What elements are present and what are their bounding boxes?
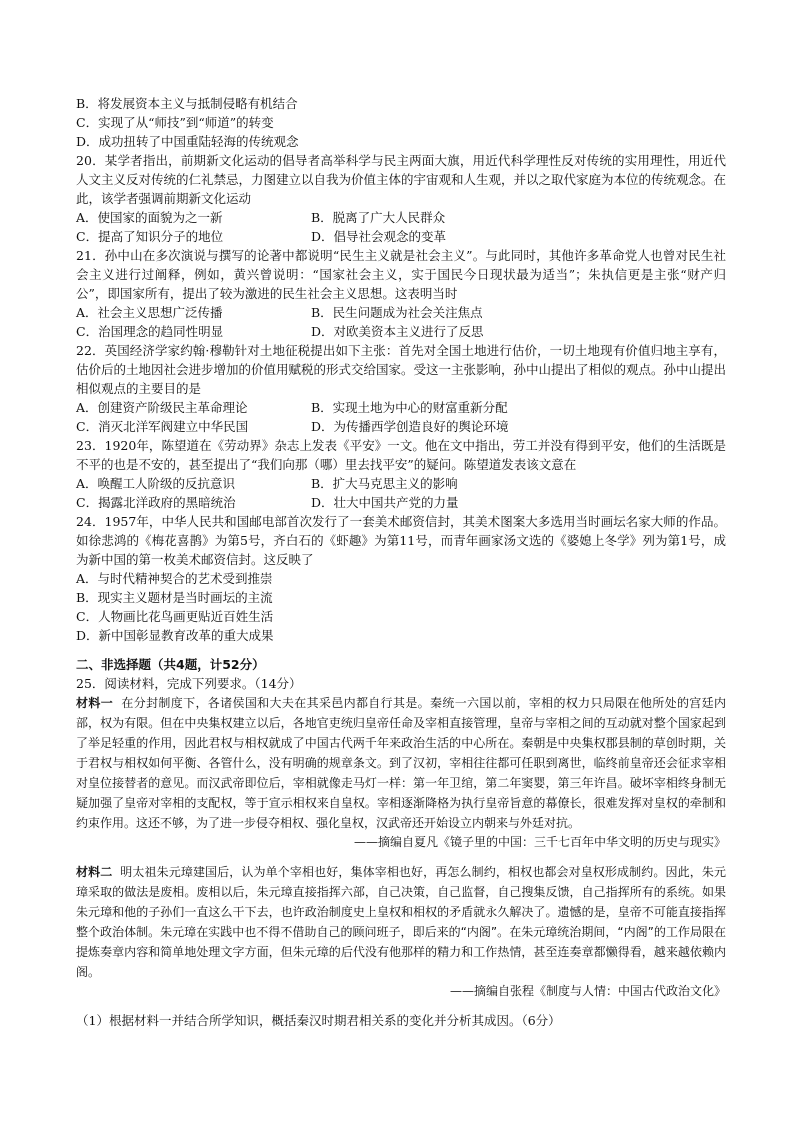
q23-options-row1	[76, 474, 726, 493]
material-one	[76, 693, 726, 833]
material-two-label: 材料二	[76, 865, 113, 879]
q23-stem: 23．1920年，陈望道在《劳动界》杂志上发表《平安》一文。他在文中指出，劳工并没有得到平安，他们的生活既是不平的也是不安的，甚至提出了“我们向那（哪）里去找平安”的疑问。陈望道发表该文意在	[76, 438, 726, 472]
q24-option-b: B．现实主义题材是当时画坛的主流	[76, 590, 273, 605]
q20-options-row2	[76, 227, 726, 246]
q24-option-a: A．与时代精神契合的艺术受到推崇	[76, 571, 273, 586]
material-two-source: ——摘编自张程《制度与人情：中国古代政治文化》	[449, 984, 726, 998]
q21-option-a: A．社会主义思想广泛传播	[76, 305, 223, 320]
q24-stem: 24．1957年，中华人民共和国邮电部首次发行了一套美术邮资信封，其美术图案大多选用当时画坛名家大师的作品。如徐悲鸿的《梅花喜鹊》为第5号，齐白石的《虾趣》为第11号，而青年画家汤文选的《婆媳上冬学》列为第1号，成为新中国的第一枚美术邮资信封。这反映了	[76, 514, 726, 567]
q25-intro: 25．阅读材料，完成下列要求。（14分）	[76, 676, 302, 691]
q19-option-c: C．实现了从“师技”到“师道”的转变	[76, 115, 274, 130]
q21-option-b: B．民生问题成为社会关注焦点	[311, 305, 483, 320]
q23-option-a: A．唤醒工人阶级的反抗意识	[76, 476, 236, 491]
material-two-text: 明太祖朱元璋建国后，认为单个宰相也好，集体宰相也好，再怎么制约，相权也都会对皇权形成制约。因此，朱元璋采取的做法是废相。废相以后，朱元璋直接指挥六部，自己决策，自己监督，自己搜集反馈，自己指挥所有的系统。如果朱元璋和他的子孙们一直这么干下去，也许政治制度史上皇权和相权的矛盾就永久解决了。遗憾的是，皇帝不可能直接指挥整个政治体制。朱元璋在实践中也不得不借助自己的顾问班子，即后来的“内阁”。在朱元璋统治期间，“内阁”的工作局限在提炼奏章内容和简单地处理文字方面，但朱元璋的后代没有他那样的精力和工作热情，甚至连奏章都懒得看，越来越依赖内阁。	[76, 865, 726, 979]
q20-option-b: B．脱离了广大人民群众	[311, 210, 446, 225]
q22-option-a: A．创建资产阶级民主革命理论	[76, 400, 248, 415]
q20-options-row1	[76, 208, 726, 227]
material-one-text: 在分封制度下，各诸侯国和大夫在其采邑内都自行其是。秦统一六国以前，宰相的权力只局限在他所处的宫廷内部，权为有限。但在中央集权建立以后，各地官吏统归皇帝任命及宰相直接管理，皇帝与宰相之间的互动就对整个国家起到了举足轻重的作用，因此君权与相权就成了中国古代两千年来政治生活的中心所在。秦朝是中央集权郡县制的草创时期，关于君权与相权如何平衡、各管什么，没有明确的规章条文。到了汉初，宰相往往都可任职到离世，临终前皇帝还会征求宰相对皇位接替者的意见。而汉武帝即位后，宰相就像走马灯一样：第一年卫绾，第二年窦婴，第三年许昌。破坏宰相终身制无疑加强了皇帝对宰相的支配权，等于宣示相权来自皇权。宰相逐渐降格为执行皇帝旨意的幕僚长，很难发挥对皇权的牵制和约束作用。这还不够，为了进一步侵夺相权、强化皇权，汉武帝还开始设立内朝来与外廷对抗。	[76, 696, 726, 830]
q19-option-b: B．将发展资本主义与抵制侵略有机结合	[76, 96, 298, 111]
material-one-source: ——摘编自夏凡《镜子里的中国：三千七百年中华文明的历史与现实》	[353, 835, 726, 849]
q23-option-d: D．壮大中国共产党的力量	[311, 495, 459, 510]
q24-option-d: D．新中国彰显教育改革的重大成果	[76, 628, 274, 643]
q23-options-row2	[76, 493, 726, 512]
material-one-label: 材料一	[76, 696, 114, 710]
q22-options-row1	[76, 398, 726, 417]
q24-option-c: C．人物画比花鸟画更贴近百姓生活	[76, 609, 274, 624]
q23-option-c: C．揭露北洋政府的黑暗统治	[76, 495, 236, 510]
material-two	[76, 862, 726, 982]
q23-option-b: B．扩大马克思主义的影响	[311, 476, 458, 491]
q22-option-b: B．实现土地为中心的财富重新分配	[311, 400, 508, 415]
q19-option-d: D．成功扭转了中国重陆轻海的传统观念	[76, 134, 299, 149]
q20-option-a: A．使国家的面貌为之一新	[76, 210, 223, 225]
q20-option-c: C．提高了知识分子的地位	[76, 229, 224, 244]
q20-option-d: D．倡导社会观念的变革	[311, 229, 447, 244]
q20-stem: 20．某学者指出，前期新文化运动的倡导者高举科学与民主两面大旗，用近代科学理性反对传统的实用理性，用近代人文主义反对传统的仁礼禁忌，力图建立以自我为价值主体的宇宙观和人生观，并以之取代家庭为本位的传统观念。在此，该学者强调前期新文化运动	[76, 153, 727, 206]
q21-stem: 21．孙中山在多次演说与撰写的论著中都说明“民生主义就是社会主义”。与此同时，其他许多革命党人也曾对民生社会主义进行过阐释，例如，黄兴曾说明：“国家社会主义，实于国民今日现状最为适当”；朱执信更是主张“财产归公”，即国家所有，提出了较为激进的民生社会主义思想。这表明当时	[76, 248, 726, 301]
q21-option-c: C．治国理念的趋同性明显	[76, 324, 224, 339]
spacer	[76, 1001, 726, 1011]
exam-page	[76, 94, 726, 1030]
section-title: 二、非选择题（共4题，计52分）	[76, 657, 265, 672]
q22-option-d: D．为传播西学创造良好的舆论环境	[311, 419, 509, 434]
spacer	[76, 852, 726, 862]
q25-part1: （1）根据材料一并结合所学知识，概括秦汉时期君相关系的变化并分析其成因。（6分）	[76, 1013, 561, 1028]
q21-options-row1	[76, 303, 726, 322]
q22-option-c: C．消灭北洋军阀建立中华民国	[76, 419, 249, 434]
q22-stem: 22．英国经济学家约翰·穆勒针对土地征税提出如下主张：首先对全国土地进行估价，一切土地现有价值归地主享有，估价后的土地因社会进步增加的价值用赋税的形式交给国家。受这一主张影响，孙中山提出了相似的观点。孙中山提出相似观点的主要目的是	[76, 343, 727, 396]
q21-options-row2	[76, 322, 726, 341]
q21-option-d: D．对欧美资本主义进行了反思	[311, 324, 484, 339]
q22-options-row2	[76, 417, 726, 436]
